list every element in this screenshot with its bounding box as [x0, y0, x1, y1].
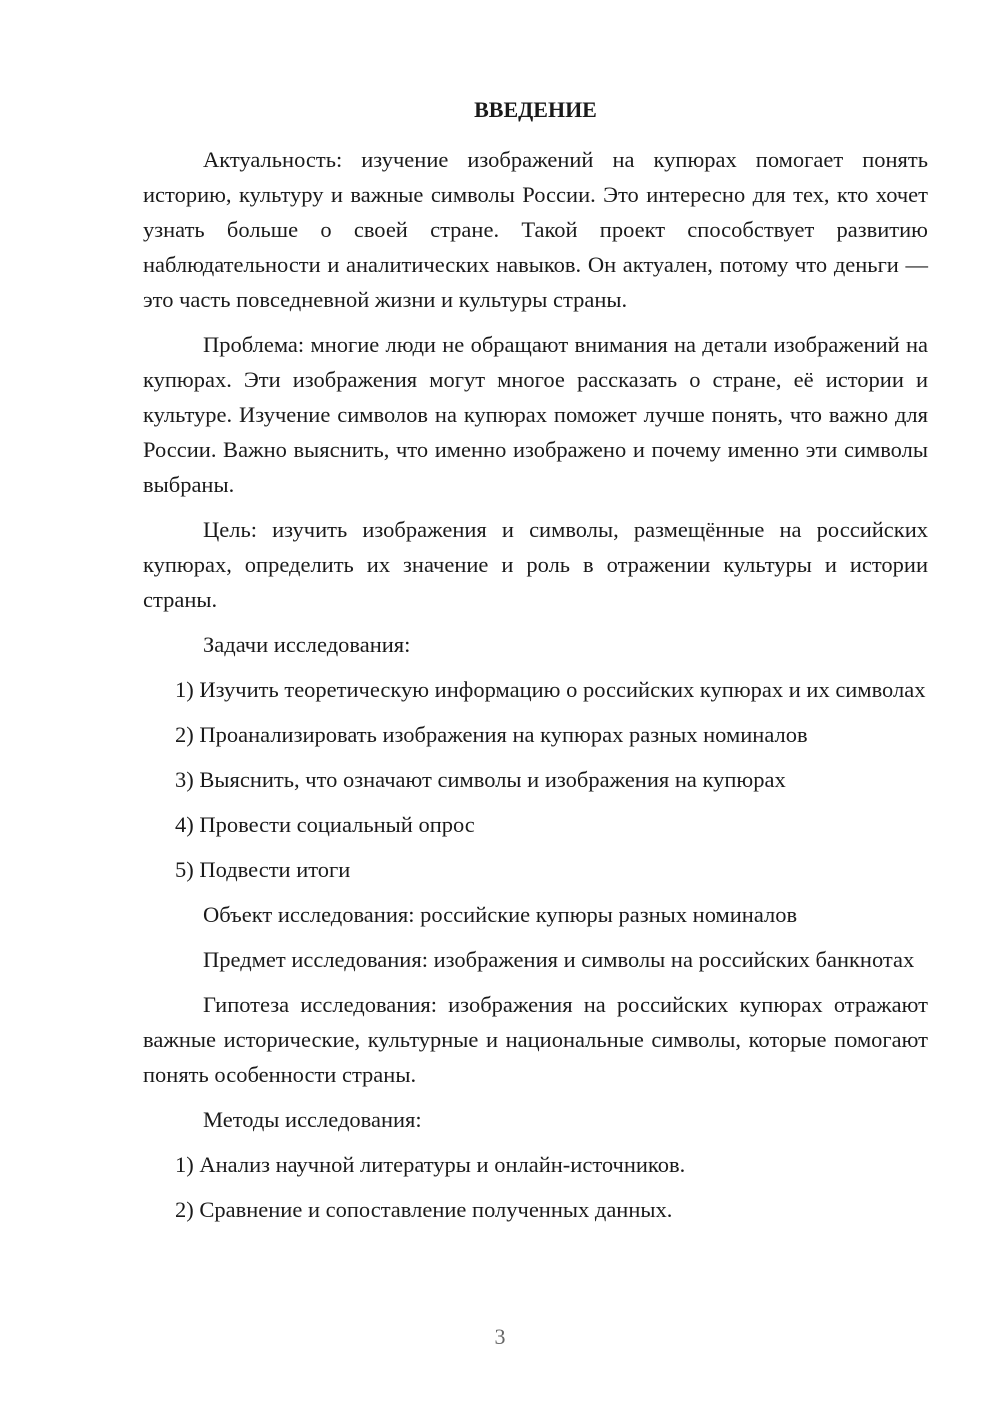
methods-list [143, 1147, 928, 1227]
problem-paragraph: Проблема: многие люди не обращают внимания на детали изображений на купюрах. Эти изображения могут многое рассказать о стране, её истории и культуре. Изучение символов на купюрах поможет лучше понять, что важно для России. Важно выяснить, что именно изображено и почему именно эти символы выбраны. [143, 332, 928, 497]
page-title: ВВЕДЕНИЕ [474, 97, 597, 122]
task-item: 3) Выяснить, что означают символы и изображения на купюрах [175, 767, 786, 792]
tasks-heading: Задачи исследования: [203, 632, 411, 657]
method-item: 1) Анализ научной литературы и онлайн-источников. [175, 1152, 686, 1177]
task-item: 5) Подвести итоги [175, 857, 351, 882]
goal-paragraph: Цель: изучить изображения и символы, размещённые на российских купюрах, определить их значение и роль в отражении культуры и истории страны. [143, 517, 928, 612]
page-number: 3 [494, 1324, 506, 1349]
relevance-paragraph: Актуальность: изучение изображений на купюрах помогает понять историю, культуру и важные символы России. Это интересно для тех, кто хочет узнать больше о своей стране. Такой проект способствует развитию наблюдательности и аналитических навыков. Он актуален, потому что деньги — это часть повседневной жизни и культуры страны. [143, 147, 928, 312]
methods-heading: Методы исследования: [203, 1107, 422, 1132]
object-paragraph: Объект исследования: российские купюры разных номиналов [203, 902, 798, 927]
document-body [143, 92, 928, 1237]
subject-paragraph: Предмет исследования: изображения и символы на российских банкнотах [203, 947, 915, 972]
task-item: 2) Проанализировать изображения на купюрах разных номиналов [175, 722, 808, 747]
method-item: 2) Сравнение и сопоставление полученных данных. [175, 1197, 673, 1222]
task-item: 1) Изучить теоретическую информацию о российских купюрах и их символах [175, 677, 926, 702]
tasks-list [143, 672, 928, 887]
hypothesis-paragraph: Гипотеза исследования: изображения на российских купюрах отражают важные исторические, культурные и национальные символы, которые помогают понять особенности страны. [143, 992, 928, 1087]
task-item: 4) Провести социальный опрос [175, 812, 475, 837]
